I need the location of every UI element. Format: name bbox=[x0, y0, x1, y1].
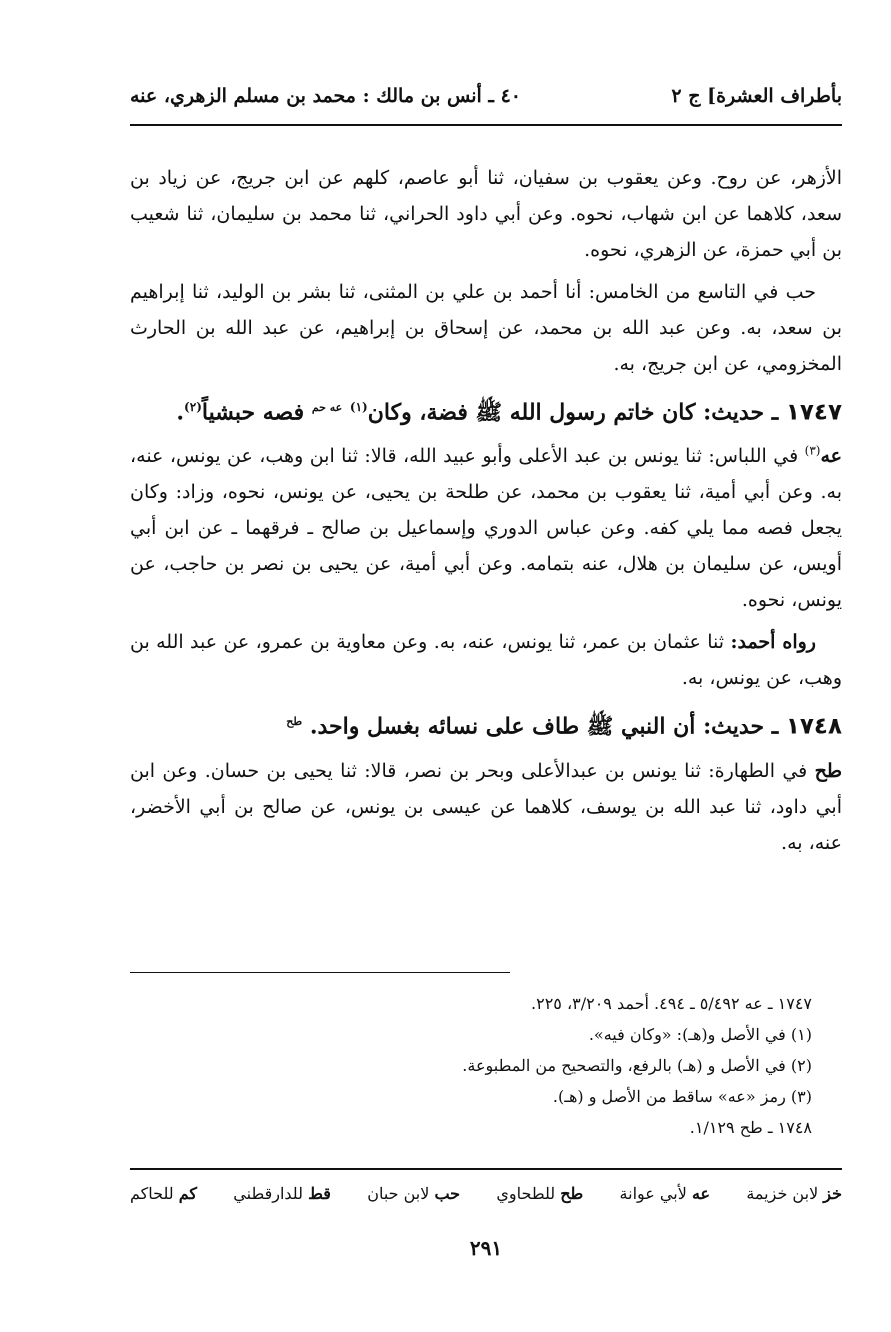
legend-label: للطحاوي bbox=[496, 1184, 556, 1203]
hadith-end: . bbox=[176, 399, 185, 426]
legend-item bbox=[620, 1184, 711, 1203]
legend-label: لابن خزيمة bbox=[746, 1184, 819, 1203]
paragraph-5 bbox=[130, 753, 842, 861]
footnote-ref-2: (٢) bbox=[184, 400, 202, 414]
source-symbol: طح bbox=[814, 759, 842, 782]
hadith-1748-heading bbox=[130, 702, 842, 746]
running-header bbox=[130, 78, 842, 114]
legend-item bbox=[367, 1184, 460, 1203]
footnote-ref-1: (١) bbox=[349, 400, 368, 414]
legend-item bbox=[130, 1184, 197, 1203]
footnote-divider bbox=[130, 972, 510, 973]
legend-label: للحاكم bbox=[130, 1184, 174, 1203]
header-volume-title: بأطراف العشرة] ج ٢ bbox=[671, 85, 842, 107]
footnote-line: ١٧٤٧ ـ عه ٥/٤٩٢ ـ ٤٩٤. أحمد ٣/٢٠٩، ٢٢٥. bbox=[531, 994, 812, 1013]
legend-item bbox=[746, 1184, 842, 1203]
legend-label: للدارقطني bbox=[233, 1184, 303, 1203]
paragraph-4-text: ثنا عثمان بن عمر، ثنا يونس، عنه، به. وعن معاوية بن عمرو، عن عبد الله بن وهب، عن يونس، به. bbox=[130, 631, 842, 690]
footnote-line: (٢) في الأصل و (هـ) بالرفع، والتصحيح من المطبوعة. bbox=[462, 1056, 812, 1075]
paragraph-3-text: في اللباس: ثنا يونس بن عبد الأعلى وأبو عبيد الله، قالا: ثنا ابن وهب، عن يونس، عنه، به. وعن أبي أمية، ثنا يعقوب بن محمد، عن طلحة بن يحيى، عن يونس، نحوه، وزاد: وكان يجعل فصه مما يلي كفه. وعن عباس الدوري وإسماعيل بن صالح ـ فرقهما ـ عن ابن أبي أويس، عن سليمان بن هلال، عنه بتمامه. وعن أبي أمية، عن يحيى بن نصر بن حاجب، عن يونس، نحوه. bbox=[130, 445, 842, 612]
legend-symbol: قط bbox=[308, 1184, 331, 1203]
legend-label: لأبي عوانة bbox=[619, 1184, 687, 1203]
book-page bbox=[130, 0, 842, 1332]
paragraph-2: حب في التاسع من الخامس: أنا أحمد بن علي بن المثنى، ثنا بشر بن الوليد، ثنا إبراهيم بن سعد، به. وعن عبد الله بن محمد، عن إسحاق بن إبراهيم، عن عبد الله بن الحارث المخزومي، عن ابن جريج، به. bbox=[130, 281, 842, 375]
footnote-line: (١) في الأصل و(هـ): «وكان فيه». bbox=[588, 1025, 812, 1044]
paragraph-3 bbox=[130, 438, 842, 618]
legend-divider bbox=[130, 1168, 842, 1170]
hadith-text-continued: فصه حبشياً bbox=[201, 399, 305, 426]
legend-symbol: كم bbox=[178, 1184, 197, 1203]
hadith-text: ـ حديث: أن النبي ﷺ طاف على نسائه بغسل واحد. bbox=[309, 713, 779, 740]
hadith-text: ـ حديث: كان خاتم رسول الله ﷺ فضة، وكان bbox=[367, 399, 779, 426]
header-chapter-title: ٤٠ ـ أنس بن مالك : محمد بن مسلم الزهري، عنه bbox=[130, 85, 521, 107]
source-symbol: رواه أحمد: bbox=[730, 631, 816, 654]
legend-item bbox=[496, 1184, 583, 1203]
source-marks: عه حم bbox=[311, 401, 343, 414]
main-text bbox=[130, 160, 842, 867]
footnote-line: (٣) رمز «عه» ساقط من الأصل و (هـ). bbox=[552, 1087, 812, 1106]
paragraph-4 bbox=[130, 624, 842, 696]
hadith-number: ١٧٤٧ bbox=[785, 399, 842, 426]
legend-item bbox=[233, 1184, 331, 1203]
source-mark: طح bbox=[286, 715, 303, 729]
header-divider bbox=[130, 124, 842, 126]
paragraph-1: الأزهر، عن روح. وعن يعقوب بن سفيان، ثنا أبو عاصم، كلهم عن ابن جريج، عن زياد بن سعد، كلاهما عن ابن شهاب، نحوه. وعن أبي داود الحراني، ثنا محمد بن سليمان، ثنا شعيب بن أبي حمزة، عن الزهري، نحوه. bbox=[130, 167, 842, 261]
legend-symbol: حب bbox=[434, 1184, 461, 1203]
page-number: ٢٩١ bbox=[469, 1236, 503, 1260]
abbreviation-legend bbox=[130, 1184, 842, 1203]
footnote-line: ١٧٤٨ ـ طح ١/١٢٩. bbox=[689, 1118, 812, 1137]
footnote-ref-3: (٣) bbox=[804, 444, 821, 458]
footnotes bbox=[130, 988, 812, 1143]
source-symbol: عه bbox=[820, 445, 842, 468]
legend-symbol: عه bbox=[691, 1184, 711, 1203]
paragraph-5-text: في الطهارة: ثنا يونس بن عبدالأعلى وبحر بن نصر، قالا: ثنا يحيى بن حسان. وعن ابن أبي داود، ثنا عبد الله بن يوسف، كلاهما عن عيسى بن يونس، عن صالح بن أبي الأخضر، عنه، به. bbox=[130, 759, 842, 854]
legend-label: لابن حبان bbox=[367, 1184, 430, 1203]
hadith-1747-heading bbox=[130, 388, 842, 432]
legend-symbol: خز bbox=[823, 1184, 842, 1203]
hadith-number: ١٧٤٨ bbox=[785, 713, 842, 740]
legend-symbol: طح bbox=[560, 1184, 584, 1203]
